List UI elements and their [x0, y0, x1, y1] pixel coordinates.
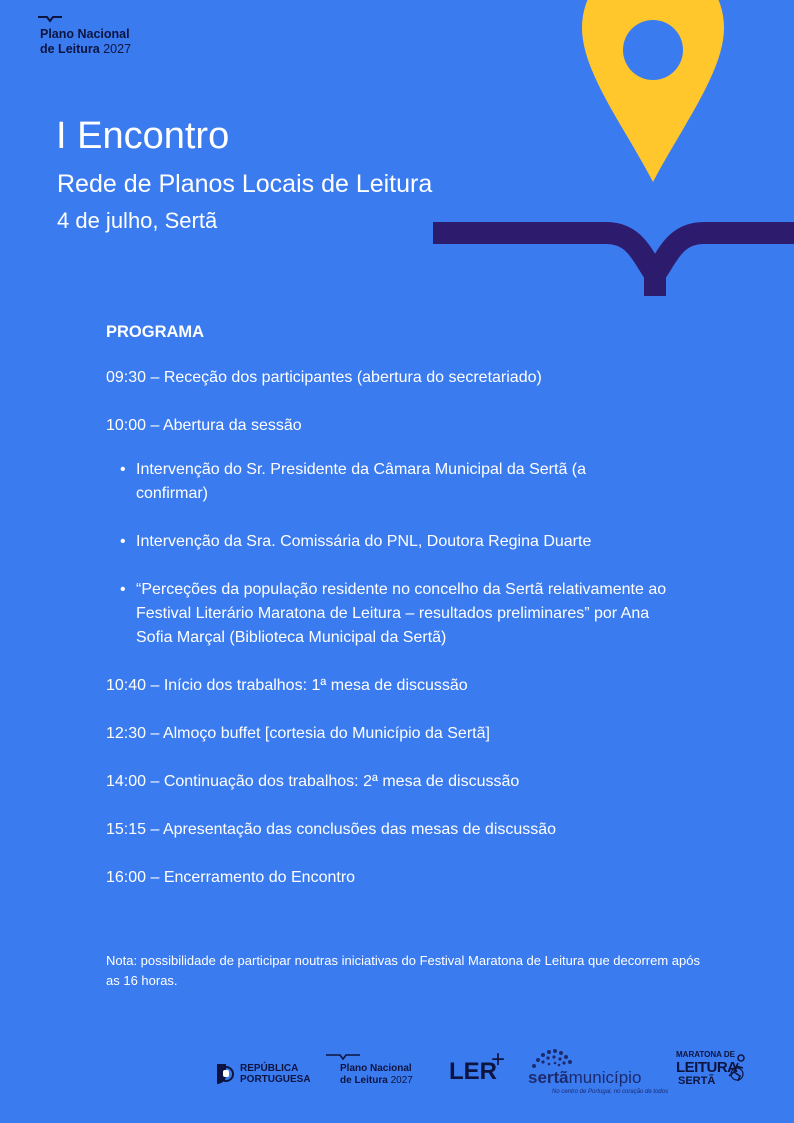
event-title: I Encontro [56, 115, 230, 157]
republica-line2: PORTUGUESA [240, 1074, 311, 1085]
book-mark-icon [38, 16, 62, 24]
program-entry: 09:30 – Receção dos participantes (abertura do secretariado) [106, 369, 542, 386]
maratona-bot: SERTÃ [678, 1075, 716, 1087]
program-entry: 14:00 – Continuação dos trabalhos: 2ª mesa de discussão [106, 773, 520, 790]
program-entry: 12:30 – Almoço buffet [cortesia do Município da Sertã] [106, 725, 490, 742]
program-heading: PROGRAMA [106, 323, 205, 341]
pin-book-graphic [430, 0, 794, 300]
dotted-sun-icon [528, 1048, 574, 1070]
program-section [106, 320, 696, 914]
runner-icon [726, 1054, 748, 1082]
maratona-top: MARATONA DE [676, 1050, 735, 1059]
republica-portuguesa-logo [212, 1062, 311, 1091]
maratona-mid: LEITURA [676, 1059, 738, 1076]
program-entry: 10:40 – Início dos trabalhos: 1ª mesa de discussão [106, 677, 468, 694]
plus-icon: + [491, 1046, 506, 1073]
event-date-place: 4 de julho, Sertã [57, 208, 218, 233]
book-mark-icon [326, 1054, 360, 1062]
program-note: Nota: possibilidade de participar noutras iniciativas do Festival Maratona de Leitura que decorrem após as 16 horas. [106, 953, 700, 988]
ler-plus-logo [449, 1046, 506, 1086]
serta-municipio: município [568, 1068, 642, 1087]
program-entry: 16:00 – Encerramento do Encontro [106, 869, 356, 886]
bullet-item: • Intervenção da Sra. Comissária do PNL, Doutora Regina Duarte [106, 530, 696, 554]
serta-name: sertã [528, 1068, 569, 1087]
ler-text: LER [449, 1058, 497, 1085]
pnl-header-logo-line2: de Leitura 2027 [40, 42, 132, 56]
program-entry: 10:00 – Abertura da sessão [106, 417, 302, 434]
pnl-footer-line1: Plano Nacional [340, 1063, 412, 1074]
bullet-item: • Intervenção do Sr. Presidente da Câmara Municipal da Sertã (a confirmar) [106, 458, 696, 506]
pnl-header-logo-line1: Plano Nacional [40, 27, 130, 41]
map-pin-icon [582, 0, 724, 182]
event-subtitle: Rede de Planos Locais de Leitura [57, 170, 433, 198]
coat-of-arms-icon [212, 1062, 236, 1086]
program-entry: 15:15 – Apresentação das conclusões das mesas de discussão [106, 821, 557, 838]
serta-tagline: No centro de Portugal, no coração de todos [552, 1089, 669, 1095]
open-book-icon [433, 233, 794, 296]
republica-line1: REPÚBLICA [240, 1063, 299, 1074]
opening-bullets [106, 458, 696, 650]
bullet-item: • “Perceções da população residente no concelho da Sertã relativamente ao Festival Literário Maratona de Leitura – resultados preliminares” por Ana Sofia Marçal (Biblioteca Municipal da Sertã) [106, 578, 696, 650]
pnl-footer-line2: de Leitura 2027 [340, 1075, 413, 1086]
